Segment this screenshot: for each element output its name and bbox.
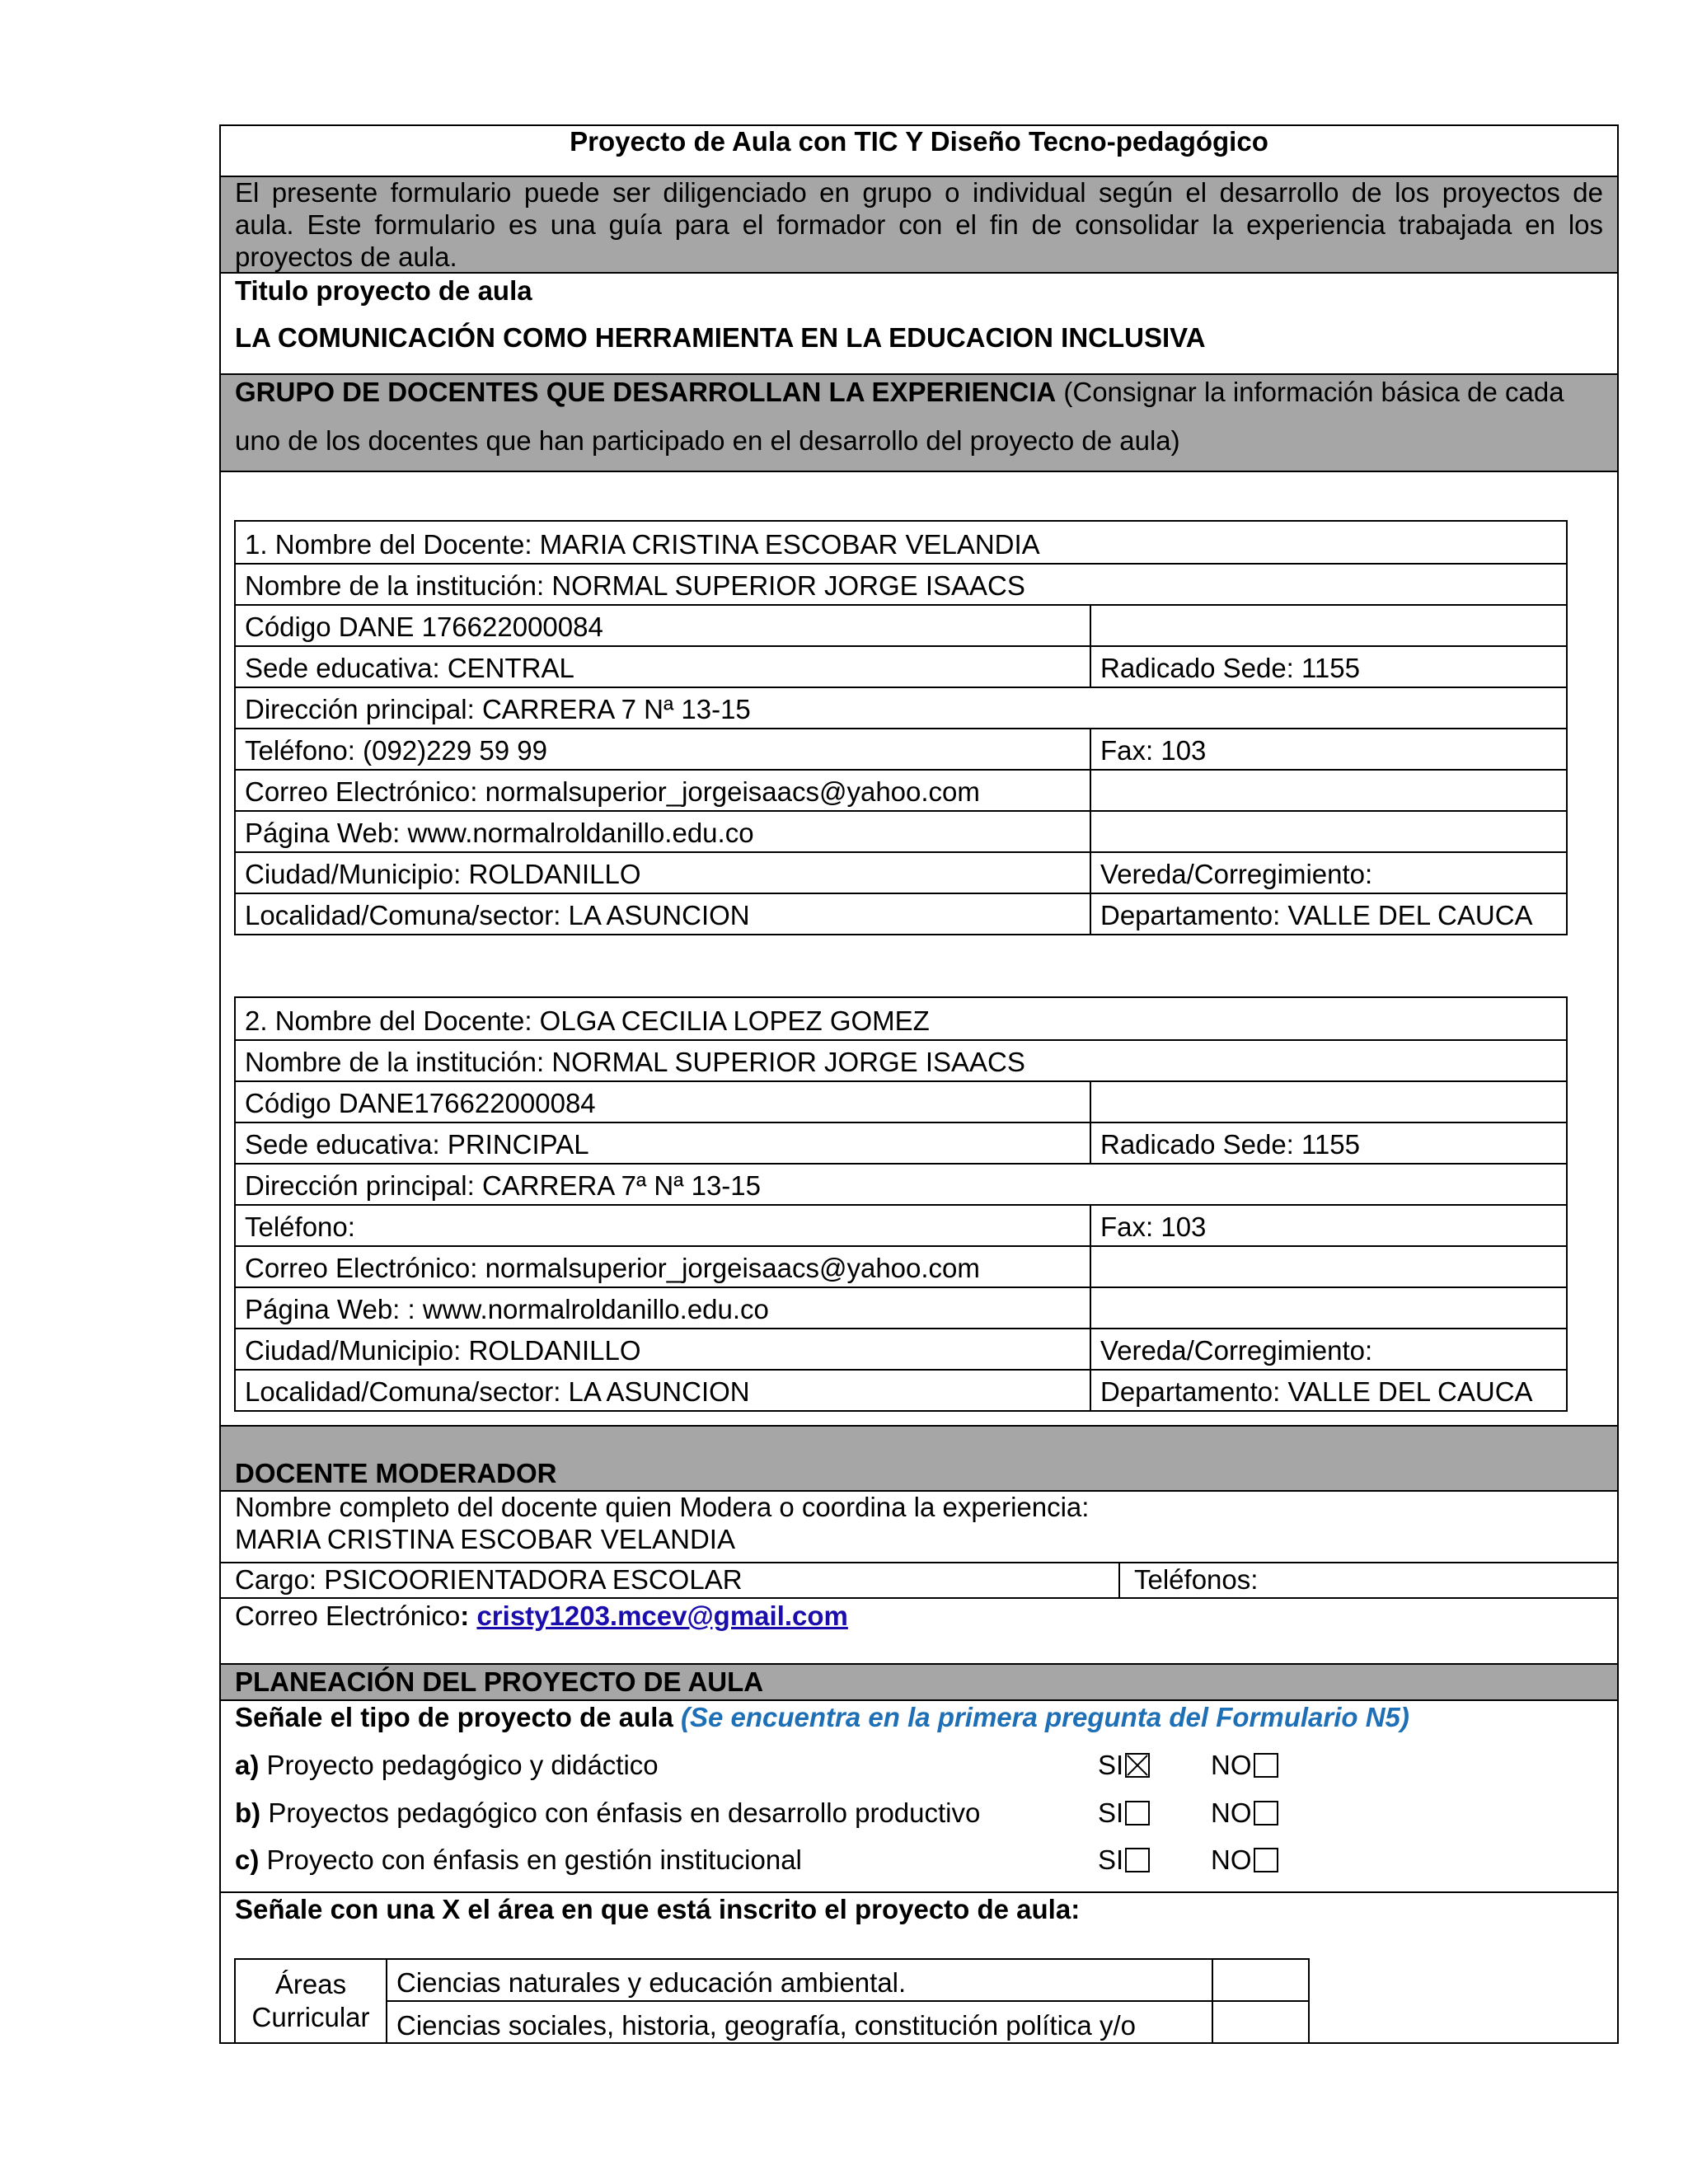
teacher-2-web: Página Web: : www.normalroldanillo.edu.co [235, 1287, 1090, 1329]
teacher-2-institution: Nombre de la institución: NORMAL SUPERIOR JORGE ISAACS [235, 1040, 1567, 1081]
divider [219, 1597, 1619, 1599]
table-row [235, 770, 1567, 811]
teacher-2-department: Departamento: VALLE DEL CAUCA [1090, 1370, 1567, 1411]
teacher-1-address: Dirección principal: CARRERA 7 Nª 13-15 [235, 687, 1567, 729]
option-b [235, 1797, 980, 1830]
table-row [235, 1205, 1567, 1246]
no-checkbox[interactable] [1254, 1801, 1278, 1825]
teacher-1-empty-cell [1090, 811, 1567, 852]
option-text: Proyecto pedagógico y didáctico [259, 1750, 659, 1780]
teacher-1-empty-cell [1090, 605, 1567, 646]
option-text: Proyecto con énfasis en gestión institucional [259, 1844, 802, 1875]
project-type-label-text: Señale el tipo de proyecto de aula [235, 1702, 681, 1732]
table-row [235, 1164, 1567, 1205]
planning-heading: PLANEACIÓN DEL PROYECTO DE AULA [235, 1666, 764, 1697]
area-checkbox-cell[interactable] [1213, 1960, 1308, 2000]
project-type-label [235, 1701, 1409, 1734]
no-label: NO [1211, 1750, 1252, 1780]
teacher-1-locality: Localidad/Comuna/sector: LA ASUNCION [235, 893, 1090, 935]
table-row [235, 997, 1567, 1040]
group-heading-bold: GRUPO DE DOCENTES QUE DESARROLLAN LA EXPERIENCIA [235, 377, 1057, 407]
table-row [235, 605, 1567, 646]
no-label: NO [1211, 1844, 1252, 1875]
moderator-email-label: Correo Electrónico [235, 1601, 461, 1631]
teacher-2-vereda: Vereda/Corregimiento: [1090, 1329, 1567, 1370]
teacher-1-fax: Fax: 103 [1090, 729, 1567, 770]
teacher-1-table [234, 520, 1568, 935]
table-row [235, 1287, 1567, 1329]
moderator-email-row [235, 1600, 848, 1633]
project-title-label: Titulo proyecto de aula [235, 275, 532, 306]
intro-line-3: proyectos de aula. [235, 241, 457, 272]
option-text: Proyectos pedagógico con énfasis en desarrollo productivo [260, 1797, 981, 1828]
si-checkbox[interactable] [1125, 1801, 1150, 1825]
table-row [235, 852, 1567, 893]
option-b-si [1098, 1797, 1150, 1830]
teacher-2-fax: Fax: 103 [1090, 1205, 1567, 1246]
option-a-no [1211, 1749, 1278, 1782]
table-row [235, 1122, 1567, 1164]
table-row [235, 1329, 1567, 1370]
table-row [235, 729, 1567, 770]
moderator-name-label: Nombre completo del docente quien Modera o coordina la experiencia: [235, 1492, 1090, 1522]
teacher-2-empty-cell [1090, 1287, 1567, 1329]
areas-header-line-2: Curricular [251, 2002, 370, 2032]
moderator-email-colon: : [460, 1601, 477, 1631]
moderator-cargo: Cargo: PSICOORIENTADORA ESCOLAR [235, 1564, 743, 1595]
option-b-no [1211, 1797, 1278, 1830]
teacher-2-name: 2. Nombre del Docente: OLGA CECILIA LOPEZ GOMEZ [235, 997, 1567, 1040]
project-title: LA COMUNICACIÓN COMO HERRAMIENTA EN LA EDUCACION INCLUSIVA [235, 322, 1206, 353]
outer-border-right [1617, 124, 1619, 2044]
table-row [235, 521, 1567, 564]
moderator-email-link[interactable]: cristy1203.mcev@gmail.com [476, 1601, 848, 1631]
moderator-heading: DOCENTE MODERADOR [235, 1458, 557, 1488]
si-label: SI [1098, 1844, 1124, 1875]
option-a-si [1098, 1749, 1150, 1782]
group-heading-note: (Consignar la información básica de cada [1056, 377, 1564, 407]
table-row [235, 811, 1567, 852]
area-label: Señale con una X el área en que está inscrito el proyecto de aula: [235, 1894, 1081, 1924]
teacher-1-name: 1. Nombre del Docente: MARIA CRISTINA ESCOBAR VELANDIA [235, 521, 1567, 564]
teacher-1-email: Correo Electrónico: normalsuperior_jorgeisaacs@yahoo.com [235, 770, 1090, 811]
teacher-2-dane: Código DANE176622000084 [235, 1081, 1090, 1122]
group-heading-line-2: uno de los docentes que han participado en el desarrollo del proyecto de aula) [235, 425, 1180, 456]
area-item: Ciencias naturales y educación ambiental. [396, 1967, 907, 1998]
moderator-name: MARIA CRISTINA ESCOBAR VELANDIA [235, 1524, 735, 1554]
teacher-2-email: Correo Electrónico: normalsuperior_jorgeisaacs@yahoo.com [235, 1246, 1090, 1287]
teacher-1-phone: Teléfono: (092)229 59 99 [235, 729, 1090, 770]
teacher-1-institution: Nombre de la institución: NORMAL SUPERIOR JORGE ISAACS [235, 564, 1567, 605]
teacher-2-locality: Localidad/Comuna/sector: LA ASUNCION [235, 1370, 1090, 1411]
intro-line-1: El presente formulario puede ser diligenciado en grupo o individual según el desarrollo de los proyectos de [235, 177, 1603, 208]
project-type-hint: (Se encuentra en la primera pregunta del Formulario N5) [681, 1702, 1409, 1732]
teacher-1-city: Ciudad/Municipio: ROLDANILLO [235, 852, 1090, 893]
no-checkbox[interactable] [1254, 1848, 1278, 1872]
teacher-1-vereda: Vereda/Corregimiento: [1090, 852, 1567, 893]
option-c [235, 1844, 802, 1877]
teacher-2-empty-cell [1090, 1246, 1567, 1287]
teacher-2-table [234, 996, 1568, 1412]
group-heading [235, 376, 1564, 409]
option-a [235, 1749, 659, 1782]
table-row [235, 687, 1567, 729]
si-checkbox[interactable] [1125, 1848, 1150, 1872]
option-letter: a) [235, 1750, 260, 1780]
teacher-2-address: Dirección principal: CARRERA 7ª Nª 13-15 [235, 1164, 1567, 1205]
teacher-2-radicado: Radicado Sede: 1155 [1090, 1122, 1567, 1164]
teacher-2-empty-cell [1090, 1081, 1567, 1122]
table-row [235, 564, 1567, 605]
table-row [235, 1370, 1567, 1411]
si-label: SI [1098, 1797, 1124, 1828]
no-label: NO [1211, 1797, 1252, 1828]
option-letter: c) [235, 1844, 260, 1875]
table-row [235, 893, 1567, 935]
teacher-1-empty-cell [1090, 770, 1567, 811]
teacher-1-dane: Código DANE 176622000084 [235, 605, 1090, 646]
no-checkbox[interactable] [1254, 1753, 1278, 1778]
teacher-1-department: Departamento: VALLE DEL CAUCA [1090, 893, 1567, 935]
si-checkbox-checked[interactable] [1125, 1753, 1150, 1778]
area-checkbox-cell[interactable] [1213, 2002, 1308, 2042]
table-row [235, 1081, 1567, 1122]
table-row [235, 646, 1567, 687]
area-item: Ciencias sociales, historia, geografía, constitución política y/o [396, 2010, 1136, 2041]
teacher-1-sede: Sede educativa: CENTRAL [235, 646, 1090, 687]
option-letter: b) [235, 1797, 261, 1828]
areas-header-line-1: Áreas [274, 1969, 347, 1999]
teacher-2-sede: Sede educativa: PRINCIPAL [235, 1122, 1090, 1164]
si-label: SI [1098, 1750, 1124, 1780]
option-c-si [1098, 1844, 1150, 1877]
areas-table-divider [386, 2000, 1310, 2002]
teacher-1-radicado: Radicado Sede: 1155 [1090, 646, 1567, 687]
intro-line-2: aula. Este formulario es una guía para el formador con el fin de consolidar la experiencia trabajada en los [235, 209, 1603, 240]
moderator-phones: Teléfonos: [1134, 1564, 1259, 1595]
teacher-2-phone: Teléfono: [235, 1205, 1090, 1246]
table-row [235, 1246, 1567, 1287]
table-row [235, 1040, 1567, 1081]
teacher-1-web: Página Web: www.normalroldanillo.edu.co [235, 811, 1090, 852]
divider [1118, 1562, 1120, 1599]
option-c-no [1211, 1844, 1278, 1877]
divider [219, 471, 1619, 472]
divider [219, 272, 1619, 274]
teacher-2-city: Ciudad/Municipio: ROLDANILLO [235, 1329, 1090, 1370]
page-title: Proyecto de Aula con TIC Y Diseño Tecno-pedagógico [570, 126, 1268, 157]
